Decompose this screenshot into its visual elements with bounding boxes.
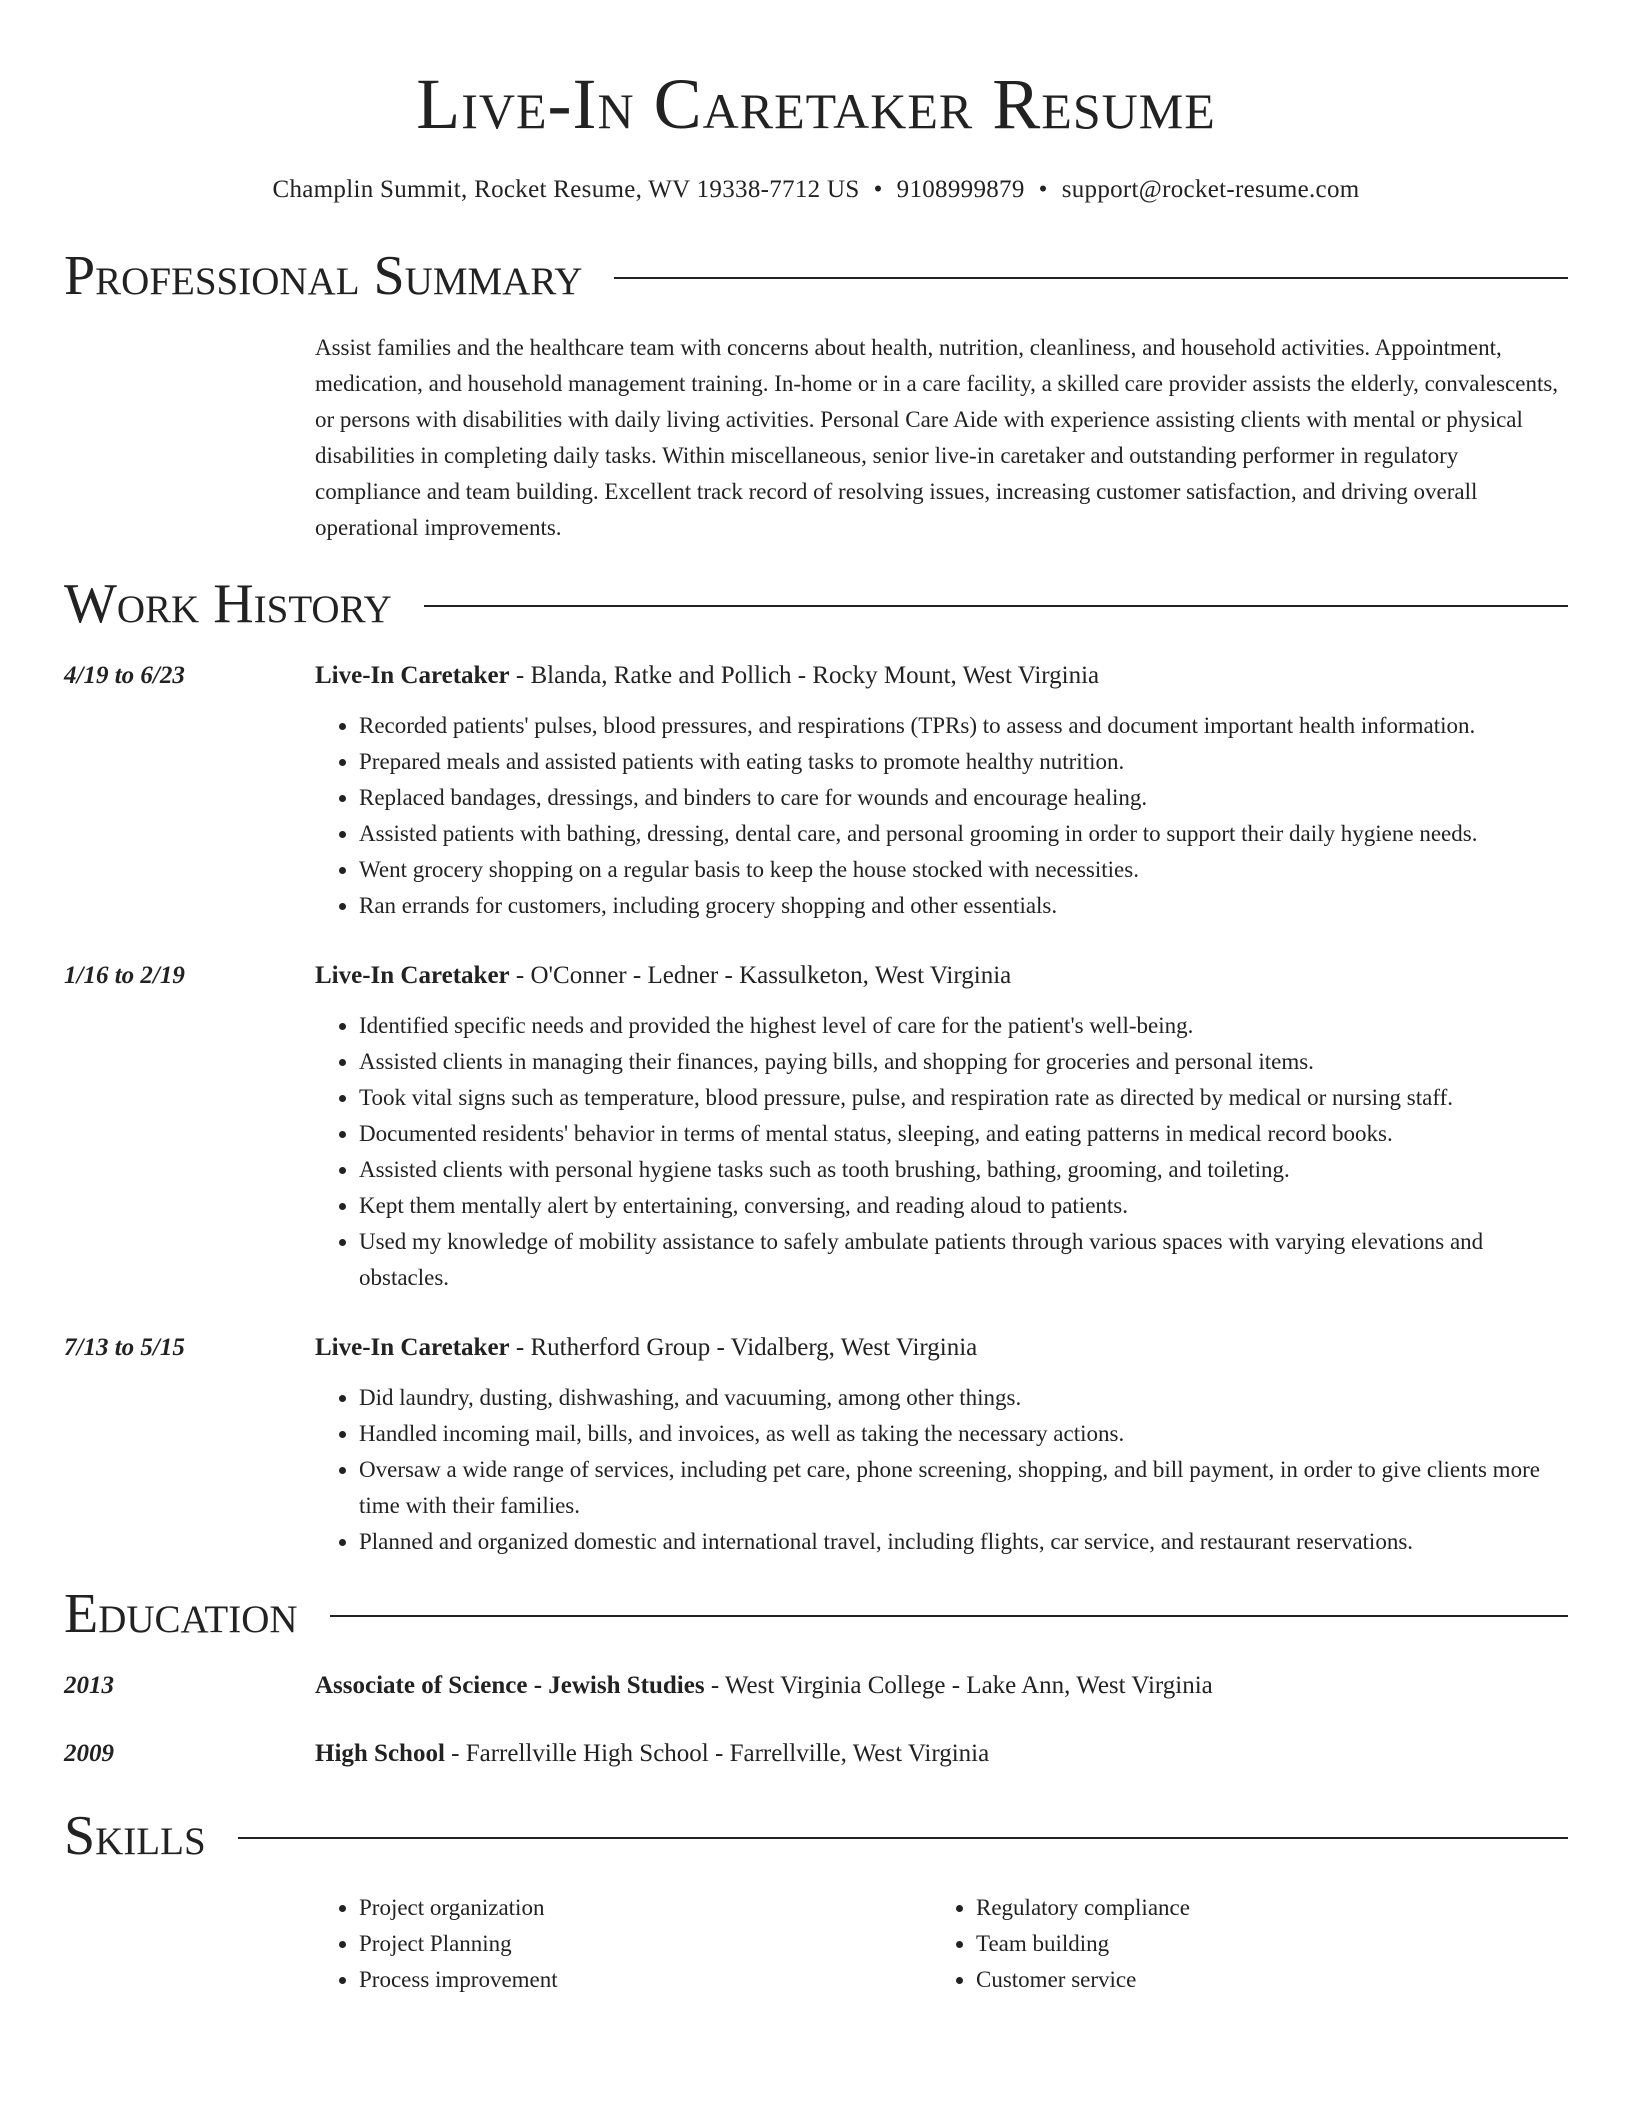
job-bullet: • Prepared meals and assisted patients with eating tasks to promote healthy nutrition. — [359, 744, 1568, 780]
job-bullet: • Identified specific needs and provided the highest level of care for the patient's well-being. — [359, 1008, 1568, 1044]
job-company: - O'Conner - Ledner - Kassulketon, West Virginia — [509, 962, 1012, 989]
job-heading — [315, 1334, 1568, 1362]
section-heading-label: Work History — [64, 573, 392, 635]
skills-column-right — [932, 1890, 1549, 1998]
job-heading — [315, 962, 1568, 990]
education-degree: Associate of Science - Jewish Studies — [315, 1672, 705, 1699]
job-bullet: • Assisted clients in managing their finances, paying bills, and shopping for groceries and personal items. — [359, 1044, 1568, 1080]
job-bullet: • Used my knowledge of mobility assistance to safely ambulate patients through various spaces with varying elevations and obstacles. — [359, 1224, 1568, 1296]
job-dates: 7/13 to 5/15 — [64, 1334, 185, 1361]
job-entry — [64, 1334, 1568, 1560]
job-bullet: • Ran errands for customers, including grocery shopping and other essentials. — [359, 888, 1568, 924]
section-divider — [330, 1615, 1568, 1617]
education-year: 2013 — [64, 1672, 114, 1699]
job-bullet: • Oversaw a wide range of services, including pet care, phone screening, shopping, and bill payment, in order to give clients more time with their families. — [359, 1452, 1568, 1524]
job-bullet: • Went grocery shopping on a regular basis to keep the house stocked with necessities. — [359, 852, 1568, 888]
skill-item: • Process improvement — [359, 1962, 932, 1998]
section-divider — [614, 277, 1568, 279]
job-bullet: • Did laundry, dusting, dishwashing, and vacuuming, among other things. — [359, 1380, 1568, 1416]
skill-item: • Project Planning — [359, 1926, 932, 1962]
education-school: - Farrellville High School - Farrellville, West Virginia — [444, 1740, 990, 1767]
contact-separator: • — [873, 176, 883, 203]
skills-column-left — [315, 1890, 932, 1998]
job-company: - Blanda, Ratke and Pollich - Rocky Mount, West Virginia — [509, 662, 1100, 689]
contact-phone: 9108999879 — [896, 176, 1025, 203]
job-dates: 4/19 to 6/23 — [64, 662, 185, 689]
education-entry — [64, 1672, 1568, 1700]
skills-list — [315, 1890, 1568, 1998]
education-degree: High School — [315, 1740, 445, 1767]
job-title: Live-In Caretaker — [315, 962, 510, 989]
contact-address: Champlin Summit, Rocket Resume, WV 19338-7712 US — [272, 176, 860, 203]
job-bullet: • Recorded patients' pulses, blood pressures, and respirations (TPRs) to assess and document important health information. — [359, 708, 1568, 744]
job-bullet: • Kept them mentally alert by entertaining, conversing, and reading aloud to patients. — [359, 1188, 1568, 1224]
section-divider — [238, 1837, 1568, 1839]
skill-item: • Regulatory compliance — [976, 1890, 1549, 1926]
job-title: Live-In Caretaker — [315, 1334, 510, 1361]
job-bullet: • Replaced bandages, dressings, and binders to care for wounds and encourage healing. — [359, 780, 1568, 816]
skill-item: • Customer service — [976, 1962, 1549, 1998]
section-heading-education — [64, 1583, 1568, 1645]
job-entry — [64, 662, 1568, 924]
section-heading-label: Skills — [64, 1805, 206, 1867]
job-bullet: • Took vital signs such as temperature, blood pressure, pulse, and respiration rate as directed by medical or nursing staff. — [359, 1080, 1568, 1116]
job-heading — [315, 662, 1568, 690]
job-bullet: • Assisted patients with bathing, dressing, dental care, and personal grooming in order to support their daily hygiene needs. — [359, 816, 1568, 852]
education-school: - West Virginia College - Lake Ann, West Virginia — [704, 1672, 1213, 1699]
job-bullet: • Handled incoming mail, bills, and invoices, as well as taking the necessary actions. — [359, 1416, 1568, 1452]
skill-item: • Project organization — [359, 1890, 932, 1926]
contact-email[interactable]: support@rocket-resume.com — [1061, 176, 1360, 203]
section-heading-skills — [64, 1805, 1568, 1867]
resume-title: Live-In Caretaker Resume — [416, 64, 1216, 144]
education-year: 2009 — [64, 1740, 114, 1767]
job-title: Live-In Caretaker — [315, 662, 510, 689]
contact-line — [64, 176, 1568, 204]
job-bullet: • Planned and organized domestic and international travel, including flights, car service, and restaurant reservations. — [359, 1524, 1568, 1560]
job-bullets — [315, 1008, 1568, 1296]
summary-paragraph: Assist families and the healthcare team with concerns about health, nutrition, cleanliness, and household activities. Appointment, medication, and household management training. In-home or in a care facility, a skilled care provider assists the elderly, convalescents, or persons with disabilities with daily living activities. Personal Care Aide with experience assisting clients with mental or physical disabilities in completing daily tasks. Within miscellaneous, senior live-in caretaker and outstanding performer in regulatory compliance and team building. Excellent track record of resolving issues, increasing customer satisfaction, and driving overall operational improvements. — [315, 335, 1559, 540]
job-company: - Rutherford Group - Vidalberg, West Virginia — [509, 1334, 978, 1361]
job-bullets — [315, 708, 1568, 924]
job-bullet: • Documented residents' behavior in terms of mental status, sleeping, and eating patterns in medical record books. — [359, 1116, 1568, 1152]
section-divider — [424, 605, 1568, 607]
resume-page — [64, 0, 1568, 1998]
job-entry — [64, 962, 1568, 1296]
section-heading-summary — [64, 245, 1568, 307]
job-bullet: • Assisted clients with personal hygiene tasks such as tooth brushing, bathing, grooming, and toileting. — [359, 1152, 1568, 1188]
contact-separator: • — [1038, 176, 1048, 203]
education-entry — [64, 1740, 1568, 1768]
section-heading-label: Education — [64, 1583, 298, 1645]
job-bullets — [315, 1380, 1568, 1560]
job-dates: 1/16 to 2/19 — [64, 962, 185, 989]
skill-item: • Team building — [976, 1926, 1549, 1962]
section-heading-work-history — [64, 573, 1568, 635]
section-heading-label: Professional Summary — [64, 245, 583, 307]
